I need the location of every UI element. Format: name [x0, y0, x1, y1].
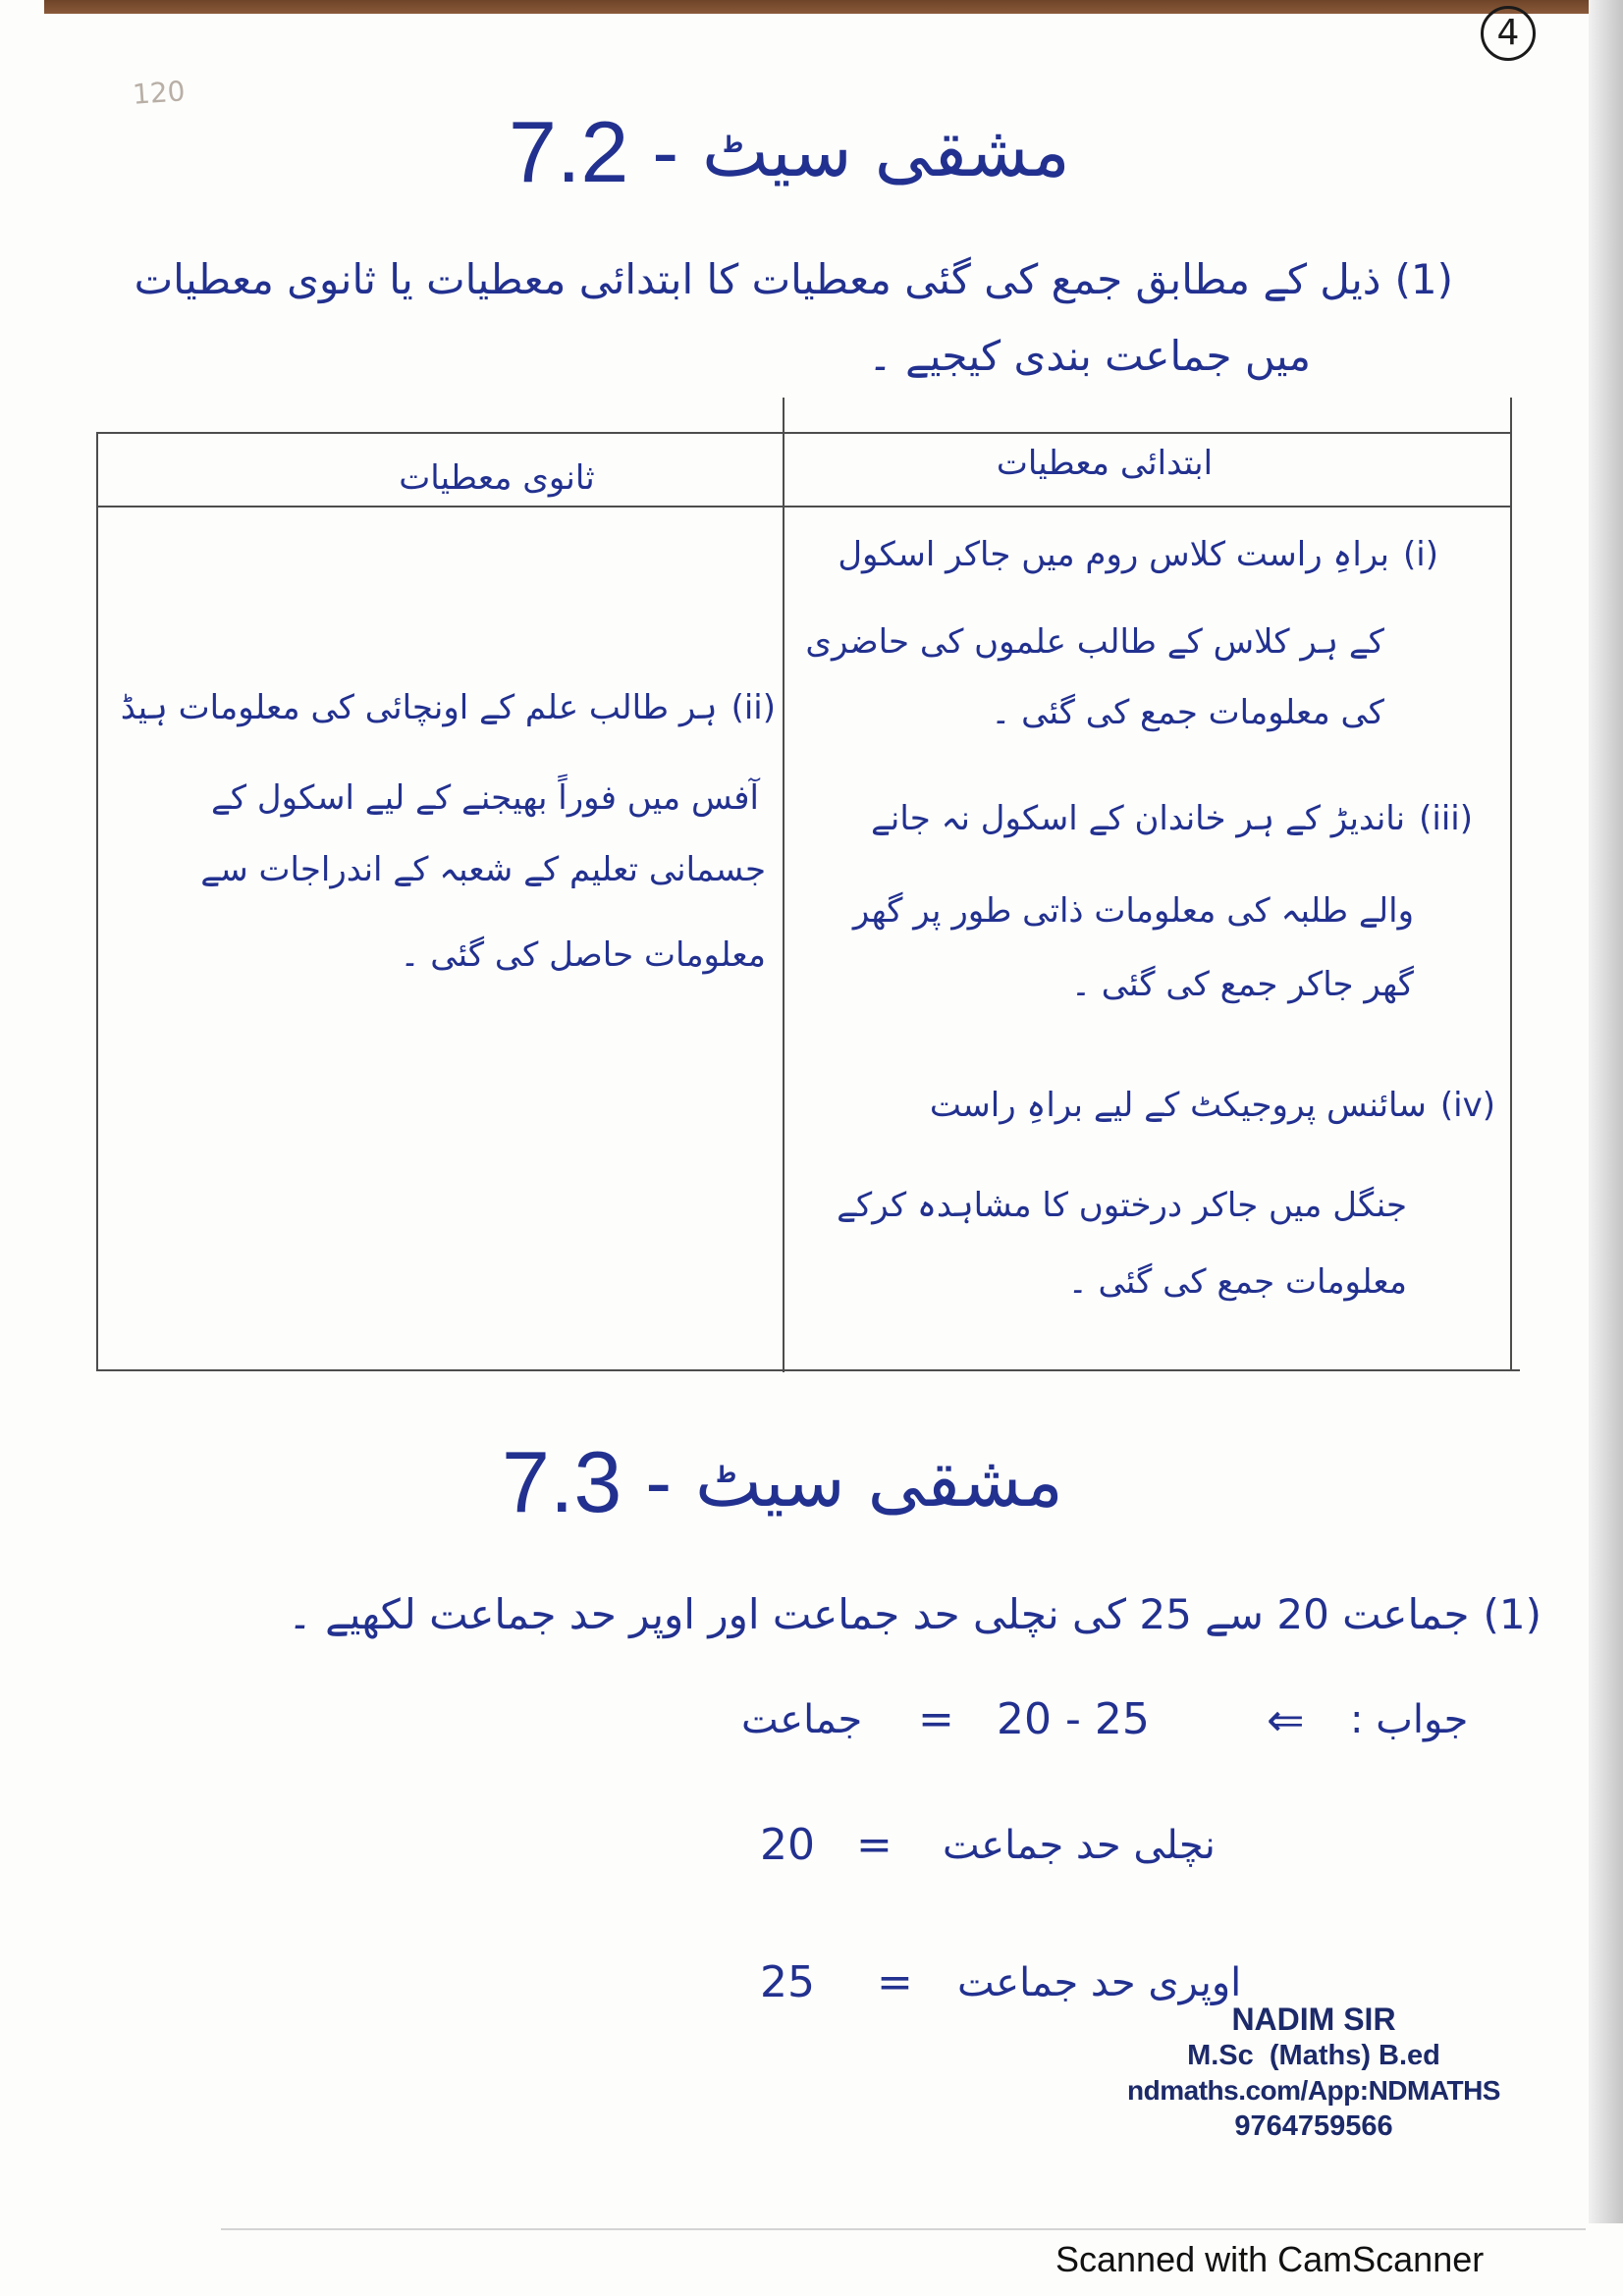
question-number: (1): [1394, 255, 1453, 303]
answer-label: جواب :: [1350, 1697, 1469, 1742]
question-7-2-line-2: میں جماعت بندی کیجیے ۔: [868, 332, 1311, 380]
author-stamp: [1117, 2001, 1510, 2144]
table-item-ii-line-1: [121, 684, 776, 732]
table-header-secondary: ثانوی معطیات: [399, 458, 595, 498]
table-item-i-line-1: [838, 531, 1438, 579]
exercise-7-3-heading: [502, 1428, 1063, 1536]
answer-row-equals: =: [877, 1957, 913, 2007]
item-label: (iii): [1419, 799, 1473, 838]
answer-row-equals: =: [856, 1820, 893, 1870]
heading-separator: -: [652, 108, 678, 195]
table-item-ii-line-2: آفس میں فوراً بھیجنے کے لیے اسکول کے: [211, 778, 759, 818]
item-label: (iv): [1439, 1086, 1495, 1125]
heading-number: 7.3: [502, 1433, 622, 1530]
table-item-iii-line-1: [871, 795, 1473, 843]
answer-row-term: نچلی حد جماعت: [943, 1823, 1216, 1868]
question-text: جماعت 20 سے 25 کی نچلی حد جماعت اور اوپر حد جماعت لکھیے ۔: [288, 1590, 1470, 1638]
table-item-iii-line-2: والے طلبہ کی معلومات ذاتی طور پر گھر: [852, 891, 1414, 931]
question-text: ذیل کے مطابق جمع کی گئی معطیات کا ابتدائی معطیات یا ثانوی معطیات: [134, 255, 1381, 303]
answer-row-value: 25: [760, 1957, 815, 2007]
item-text: براہِ راست کلاس روم میں جاکر اسکول: [838, 535, 1390, 574]
heading-title: مشقی سیٹ: [701, 110, 1070, 193]
stamp-qualification: M.Sc (Maths) B.ed: [1187, 2040, 1440, 2071]
table-item-i-line-2: کے ہر کلاس کے طالب علموں کی حاضری: [805, 622, 1384, 662]
table-item-iii-line-3: گھر جاکر جمع کی گئی ۔: [1071, 965, 1414, 1004]
table-left-border: [96, 432, 98, 1371]
heading-number: 7.2: [509, 103, 629, 200]
page-number-badge: [1481, 6, 1536, 61]
table-item-iv-line-2: جنگل میں جاکر درختوں کا مشاہدہ کرکے: [837, 1186, 1407, 1225]
item-text: سائنس پروجیکٹ کے لیے براہِ راست: [929, 1086, 1427, 1125]
table-top-border: [96, 432, 1512, 434]
stamp-phone: 9764759566: [1234, 2110, 1393, 2142]
table-item-ii-line-3: جسمانی تعلیم کے شعبہ کے اندراجات سے: [200, 850, 766, 889]
table-right-border: [1510, 398, 1512, 1371]
item-label: (ii): [730, 688, 776, 727]
answer-row-term: جماعت: [741, 1697, 863, 1742]
question-7-3: [288, 1585, 1542, 1645]
page-number: 4: [1496, 13, 1520, 53]
top-border-strip: [44, 0, 1591, 14]
answer-row-value: 20 - 25: [997, 1694, 1150, 1744]
question-number: (1): [1483, 1590, 1542, 1638]
table-header-divider: [96, 506, 1512, 507]
stamp-website: ndmaths.com/App:NDMATHS: [1127, 2075, 1500, 2106]
stamp-name: NADIM SIR: [1231, 2002, 1396, 2037]
table-item-iv-line-1: [930, 1082, 1495, 1130]
table-item-iv-line-3: معلومات جمع کی گئی ۔: [1067, 1262, 1407, 1302]
exercise-7-2-heading: [509, 98, 1070, 206]
table-header-primary: ابتدائی معطیات: [996, 444, 1214, 483]
item-text: ناندیڑ کے ہر خاندان کے اسکول نہ جانے: [870, 799, 1406, 838]
footer-divider: [221, 2228, 1586, 2230]
table-column-divider: [783, 398, 784, 1372]
heading-title: مشقی سیٹ: [694, 1440, 1063, 1523]
answer-row-term: اوپری حد جماعت: [957, 1960, 1242, 2005]
scanner-watermark: Scanned with CamScanner: [1055, 2239, 1485, 2279]
answer-row-equals: =: [918, 1694, 954, 1744]
pencil-note: 120: [131, 75, 187, 111]
answer-row-value: 20: [760, 1820, 815, 1870]
table-item-ii-line-4: معلومات حاصل کی گئی ۔: [400, 935, 766, 975]
question-7-2-line-1: [135, 250, 1453, 310]
table-item-i-line-3: کی معلومات جمع کی گئی ۔: [991, 693, 1384, 732]
implies-arrow-icon: ⇐: [1267, 1693, 1305, 1746]
heading-separator: -: [645, 1438, 672, 1525]
scan-edge-shadow: [1589, 0, 1623, 2223]
item-text: ہر طالب علم کے اونچائی کی معلومات ہیڈ: [120, 688, 718, 727]
table-bottom-border: [96, 1369, 1520, 1371]
item-label: (i): [1403, 535, 1438, 574]
